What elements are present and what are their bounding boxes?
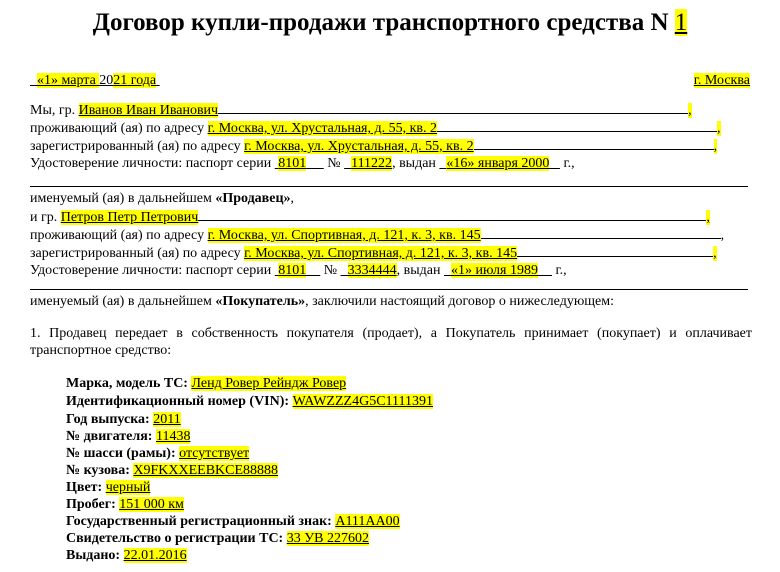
buyer-issued-date[interactable]: «1» июля 1989 (450, 263, 538, 278)
seller-id-line (30, 155, 575, 172)
vehicle-cert-label: Свидетельство о регистрации ТС: (66, 531, 287, 546)
seller-live-line: проживающий (ая) по адресу г. Москва, ул. Хрустальная, д. 55, кв. 2 , (30, 121, 721, 136)
vehicle-issued-row (66, 547, 187, 564)
vehicle-chassis-label: № шасси (рамы): (66, 446, 180, 461)
buyer-role-prefix: именуемый (ая) в дальнейшем (30, 294, 216, 309)
vehicle-model-row (66, 375, 346, 392)
date-month[interactable]: марта (58, 73, 100, 88)
vehicle-chassis[interactable]: отсутствует (179, 446, 250, 461)
vehicle-engine-row (66, 428, 190, 445)
buyer-name-fill (198, 208, 706, 221)
buyer-passport-series[interactable]: 8101 (278, 263, 307, 278)
seller-passport-number[interactable]: 111222 (351, 156, 393, 171)
buyer-live-fill (481, 226, 721, 239)
date-year-word: года (127, 73, 157, 88)
buyer-live-label: проживающий (ая) по адресу (30, 228, 208, 243)
seller-issued-date[interactable]: «16» января 2000 (446, 156, 550, 171)
vehicle-engine[interactable]: 11438 (155, 429, 191, 444)
buyer-reg-fill (517, 244, 713, 257)
buyer-role-line (30, 293, 614, 310)
buyer-role: «Покупатель» (215, 294, 306, 309)
vehicle-plate-label: Государственный регистрационный знак: (66, 514, 336, 529)
seller-name-line: Мы, гр. Иванов Иван Иванович , (30, 103, 692, 118)
vehicle-issued-label: Выдано: (66, 548, 124, 563)
vehicle-cert[interactable]: 33 УВ 227602 (286, 531, 369, 546)
buyer-role-suffix: , заключили настоящий договор о нижеследующем: (305, 294, 615, 309)
seller-name-fill (218, 101, 688, 114)
seller-id-label: Удостоверение личности: паспорт серии (30, 156, 275, 171)
date-line (30, 72, 160, 89)
vehicle-vin[interactable]: WAWZZZ4G5C1111391 (292, 394, 433, 409)
vehicle-mileage-row (66, 496, 184, 513)
vehicle-mileage[interactable]: 151 000 км (119, 497, 184, 512)
date-city (694, 72, 750, 89)
contract-city[interactable]: г. Москва (693, 73, 750, 88)
vehicle-vin-label: Идентификационный номер (VIN): (66, 394, 293, 409)
buyer-live-address[interactable]: г. Москва, ул. Спортивная, д. 121, к. 3, кв. 145 (207, 228, 481, 243)
vehicle-body-label: № кузова: (66, 463, 134, 478)
vehicle-year[interactable]: 2011 (153, 412, 181, 427)
buyer-name[interactable]: Петров Петр Петрович (60, 210, 199, 225)
seller-reg-label: зарегистрированный (ая) по адресу (30, 139, 245, 154)
vehicle-year-row (66, 411, 181, 428)
vehicle-cert-row (66, 530, 369, 547)
seller-num-label: № (323, 156, 345, 171)
clause-1: 1. Продавец передает в собственность покупателя (продает), а Покупатель принимает (покупает) и оплачивает транспортное средство: (30, 326, 752, 358)
buyer-blank-line (30, 289, 748, 290)
seller-role-line (30, 190, 294, 207)
seller-reg-fill (474, 137, 714, 150)
buyer-num-label: № (320, 263, 341, 278)
contract-number[interactable]: 1 (674, 9, 688, 36)
vehicle-engine-label: № двигателя: (66, 429, 156, 444)
vehicle-model[interactable]: Ленд Ровер Рейндж Ровер (191, 376, 347, 391)
buyer-reg-line: зарегистрированный (ая) по адресу г. Москва, ул. Спортивная, д. 121, к. 3, кв. 145 , (30, 246, 717, 261)
seller-reg-address[interactable]: г. Москва, ул. Хрустальная, д. 55, кв. 2 (244, 139, 474, 154)
vehicle-vin-row (66, 393, 433, 410)
buyer-reg-address[interactable]: г. Москва, ул. Спортивная, д. 121, к. 3, кв. 145 (244, 246, 518, 261)
date-year-suffix[interactable]: 21 (113, 73, 128, 88)
vehicle-body[interactable]: X9FKXXEEBKCE88888 (133, 463, 279, 478)
seller-role: «Продавец» (215, 191, 291, 206)
seller-blank-line (30, 186, 748, 187)
seller-issued-end: г., (559, 156, 575, 171)
buyer-passport-number[interactable]: 3334444 (347, 263, 397, 278)
seller-name[interactable]: Иванов Иван Иванович (78, 103, 219, 118)
vehicle-color[interactable]: черный (105, 480, 151, 495)
document-title (0, 8, 780, 38)
title-text: Договор купли-продажи транспортного средства N (92, 9, 669, 36)
vehicle-chassis-row (66, 445, 249, 462)
buyer-live-line: проживающий (ая) по адресу г. Москва, ул. Спортивная, д. 121, к. 3, кв. 145 , (30, 228, 725, 243)
seller-live-label: проживающий (ая) по адресу (30, 121, 208, 136)
vehicle-body-row (66, 462, 278, 479)
buyer-name-line: и гр. Петров Петр Петрович , (30, 210, 710, 225)
vehicle-issued[interactable]: 22.01.2016 (123, 548, 187, 563)
seller-reg-line: зарегистрированный (ая) по адресу г. Москва, ул. Хрустальная, д. 55, кв. 2 , (30, 139, 718, 154)
buyer-id-line (30, 262, 567, 279)
buyer-issued-end: г., (551, 263, 567, 278)
date-day[interactable]: «1» (37, 73, 58, 88)
seller-role-suffix: , (290, 191, 295, 206)
buyer-id-label: Удостоверение личности: паспорт серии (30, 263, 275, 278)
date-year-prefix: 20 (99, 73, 114, 88)
seller-intro: Мы, гр. (30, 103, 79, 118)
vehicle-year-label: Год выпуска: (66, 412, 154, 427)
seller-live-address[interactable]: г. Москва, ул. Хрустальная, д. 55, кв. 2 (207, 121, 438, 136)
seller-passport-series[interactable]: 8101 (278, 156, 307, 171)
vehicle-plate[interactable]: А111АА00 (335, 514, 400, 529)
seller-live-fill (437, 119, 717, 132)
vehicle-model-label: Марка, модель ТС: (66, 376, 192, 391)
seller-role-prefix: именуемый (ая) в дальнейшем (30, 191, 216, 206)
buyer-issued-label: , выдан (396, 263, 444, 278)
vehicle-color-row (66, 479, 150, 496)
vehicle-plate-row (66, 513, 400, 530)
buyer-intro: и гр. (30, 210, 61, 225)
vehicle-color-label: Цвет: (66, 480, 106, 495)
vehicle-mileage-label: Пробег: (66, 497, 120, 512)
seller-issued-label: , выдан (392, 156, 440, 171)
buyer-reg-label: зарегистрированный (ая) по адресу (30, 246, 245, 261)
